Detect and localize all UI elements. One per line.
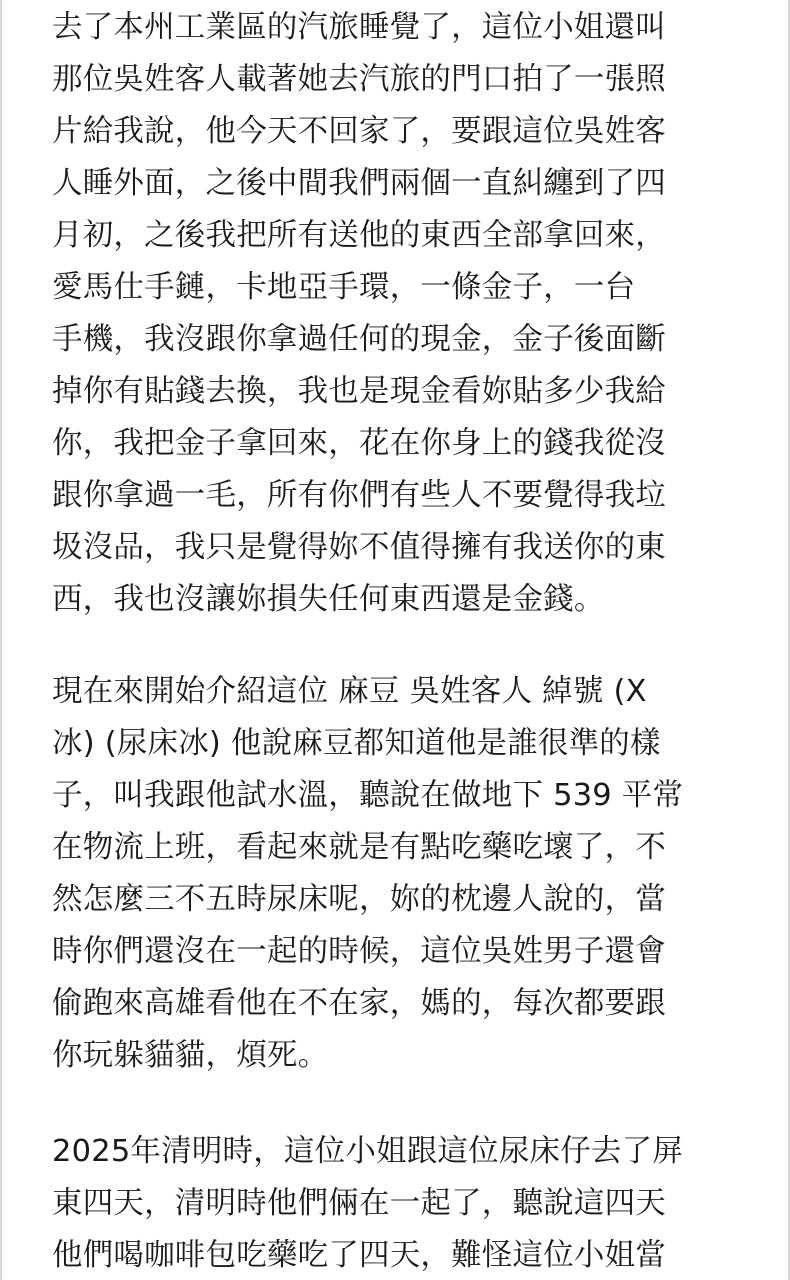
text-line: 西，我也沒讓妳損失任何東西還是金錢。 — [52, 582, 605, 617]
text-line: 去了本州工業區的汽旅睡覺了，這位小姐還叫 — [52, 10, 666, 45]
text-line: 然怎麼三不五時尿床呢，妳的枕邊人說的，當 — [52, 882, 666, 917]
text-line: 人睡外面，之後中間我們兩個一直糾纏到了四 — [52, 166, 666, 201]
text-line: 在物流上班，看起來就是有點吃藥吃壞了，不 — [52, 830, 666, 865]
left-edge-divider — [0, 0, 2, 1280]
text-line: 冰) (尿床冰) 他說麻豆都知道他是誰很準的樣 — [52, 726, 661, 761]
text-line: 2025年清明時，這位小姐跟這位尿床仔去了屏 — [52, 1134, 684, 1169]
text-line: 那位吳姓客人載著她去汽旅的門口拍了一張照 — [52, 62, 666, 97]
text-line: 現在來開始介紹這位 麻豆 吳姓客人 綽號 (X — [52, 674, 647, 709]
text-line: 跟你拿過一毛，所有你們有些人不要覺得我垃 — [52, 478, 666, 513]
text-line: 片給我說，他今天不回家了，要跟這位吳姓客 — [52, 114, 666, 149]
text-line: 圾沒品，我只是覺得妳不值得擁有我送你的東 — [52, 530, 666, 565]
text-line: 手機，我沒跟你拿過任何的現金，金子後面斷 — [52, 322, 666, 357]
text-line: 月初，之後我把所有送他的東西全部拿回來， — [52, 218, 666, 253]
paragraph-1 — [52, 2, 742, 626]
text-line: 子，叫我跟他試水溫，聽說在做地下 539 平常 — [52, 778, 684, 813]
text-line: 東四天，清明時他們倆在一起了，聽說這四天 — [52, 1186, 666, 1221]
text-line: 他們喝咖啡包吃藥吃了四天，難怪這位小姐當 — [52, 1238, 666, 1273]
text-line: 你玩躲貓貓，煩死。 — [52, 1038, 329, 1073]
text-line: 時你們還沒在一起的時候，這位吳姓男子還會 — [52, 934, 666, 969]
text-line: 偷跑來高雄看他在不在家，媽的，每次都要跟 — [52, 986, 666, 1021]
text-line: 愛馬仕手鏈，卡地亞手環，一條金子，一台 — [52, 270, 636, 305]
paragraph-2 — [52, 666, 742, 1082]
text-line: 掉你有貼錢去換，我也是現金看妳貼多少我給 — [52, 374, 666, 409]
text-line: 你，我把金子拿回來，花在你身上的錢我從沒 — [52, 426, 666, 461]
paragraph-3 — [52, 1126, 742, 1280]
